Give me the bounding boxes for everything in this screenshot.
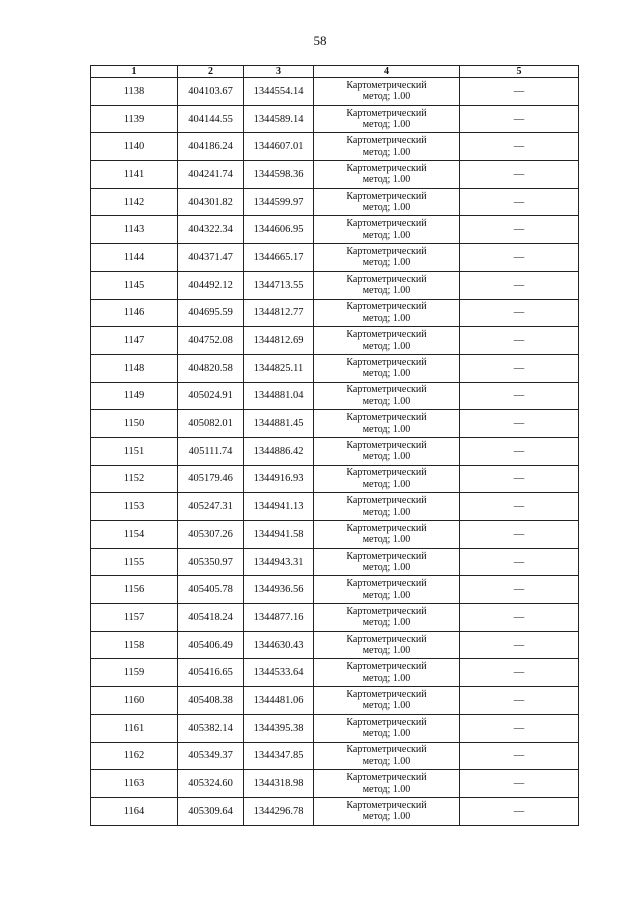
table-row [91,105,579,133]
column-header-5: 5 [460,66,579,78]
y-coordinate-cell: 1344713.55 [244,271,314,299]
method-name: Картометрический [346,688,427,700]
y-coordinate-cell: 1344881.04 [244,382,314,410]
method-accuracy: метод; 1.00 [362,700,411,712]
point-number-cell: 1160 [91,687,178,715]
y-coordinate-cell: 1344296.78 [244,797,314,825]
note-cell: — [460,216,579,244]
x-coordinate-cell: 405082.01 [178,410,244,438]
y-coordinate-cell: 1344665.17 [244,244,314,272]
method-accuracy: метод; 1.00 [362,312,411,324]
method-cell [314,327,460,355]
method-accuracy: метод; 1.00 [362,451,411,463]
method-name: Картометрический [346,522,427,534]
table-row [91,244,579,272]
table-row [91,188,579,216]
y-coordinate-cell: 1344554.14 [244,78,314,106]
x-coordinate-cell: 405247.31 [178,493,244,521]
x-coordinate-cell: 404103.67 [178,78,244,106]
x-coordinate-cell: 404371.47 [178,244,244,272]
method-name: Картометрический [346,329,427,341]
table-row [91,78,579,106]
column-header-1: 1 [91,66,178,78]
method-accuracy: метод; 1.00 [362,119,411,131]
note-cell: — [460,188,579,216]
column-header-4: 4 [314,66,460,78]
note-cell: — [460,382,579,410]
note-cell: — [460,521,579,549]
method-cell [314,797,460,825]
method-cell [314,299,460,327]
method-accuracy: метод; 1.00 [362,229,411,241]
column-header-3: 3 [244,66,314,78]
method-name: Картометрический [346,107,427,119]
method-name: Картометрический [346,772,427,784]
table-row [91,299,579,327]
y-coordinate-cell: 1344943.31 [244,548,314,576]
method-cell [314,437,460,465]
method-accuracy: метод; 1.00 [362,755,411,767]
method-accuracy: метод; 1.00 [362,562,411,574]
y-coordinate-cell: 1344606.95 [244,216,314,244]
y-coordinate-cell: 1344347.85 [244,742,314,770]
x-coordinate-cell: 405179.46 [178,465,244,493]
page-number: 58 [313,33,327,48]
method-cell [314,604,460,632]
note-cell: — [460,78,579,106]
method-name: Картометрический [346,356,427,368]
x-coordinate-cell: 404820.58 [178,354,244,382]
y-coordinate-cell: 1344395.38 [244,714,314,742]
method-cell [314,770,460,798]
method-cell [314,631,460,659]
x-coordinate-cell: 405406.49 [178,631,244,659]
point-number-cell: 1138 [91,78,178,106]
note-cell: — [460,354,579,382]
table-row [91,687,579,715]
point-number-cell: 1147 [91,327,178,355]
method-accuracy: метод; 1.00 [362,728,411,740]
x-coordinate-cell: 405024.91 [178,382,244,410]
x-coordinate-cell: 405416.65 [178,659,244,687]
note-cell: — [460,548,579,576]
method-cell [314,161,460,189]
y-coordinate-cell: 1344825.11 [244,354,314,382]
table-row [91,216,579,244]
x-coordinate-cell: 404492.12 [178,271,244,299]
method-accuracy: метод; 1.00 [362,202,411,214]
note-cell: — [460,465,579,493]
table-row [91,659,579,687]
x-coordinate-cell: 405307.26 [178,521,244,549]
method-name: Картометрический [346,79,427,91]
table-row [91,548,579,576]
x-coordinate-cell: 405405.78 [178,576,244,604]
y-coordinate-cell: 1344812.77 [244,299,314,327]
method-name: Картометрический [346,384,427,396]
table-row [91,714,579,742]
method-cell [314,216,460,244]
column-header-2: 2 [178,66,244,78]
method-name: Картометрический [346,716,427,728]
note-cell: — [460,105,579,133]
note-cell: — [460,714,579,742]
method-name: Картометрический [346,412,427,424]
x-coordinate-cell: 405408.38 [178,687,244,715]
x-coordinate-cell: 405350.97 [178,548,244,576]
method-name: Картометрический [346,661,427,673]
y-coordinate-cell: 1344941.13 [244,493,314,521]
table-row [91,354,579,382]
method-cell [314,576,460,604]
method-accuracy: метод; 1.00 [362,589,411,601]
method-name: Картометрический [346,467,427,479]
x-coordinate-cell: 404752.08 [178,327,244,355]
method-accuracy: метод; 1.00 [362,146,411,158]
y-coordinate-cell: 1344941.58 [244,521,314,549]
table-row [91,437,579,465]
x-coordinate-cell: 404695.59 [178,299,244,327]
method-name: Картометрический [346,578,427,590]
y-coordinate-cell: 1344886.42 [244,437,314,465]
point-number-cell: 1150 [91,410,178,438]
x-coordinate-cell: 404144.55 [178,105,244,133]
x-coordinate-cell: 405324.60 [178,770,244,798]
method-name: Картометрический [346,799,427,811]
table-row [91,742,579,770]
x-coordinate-cell: 405349.37 [178,742,244,770]
y-coordinate-cell: 1344916.93 [244,465,314,493]
method-cell [314,659,460,687]
table-row [91,631,579,659]
method-cell [314,493,460,521]
method-accuracy: метод; 1.00 [362,340,411,352]
x-coordinate-cell: 405418.24 [178,604,244,632]
method-accuracy: метод; 1.00 [362,395,411,407]
method-cell [314,465,460,493]
y-coordinate-cell: 1344318.98 [244,770,314,798]
note-cell: — [460,161,579,189]
point-number-cell: 1158 [91,631,178,659]
point-number-cell: 1140 [91,133,178,161]
table-row [91,576,579,604]
point-number-cell: 1155 [91,548,178,576]
method-cell [314,354,460,382]
point-number-cell: 1146 [91,299,178,327]
x-coordinate-cell: 405309.64 [178,797,244,825]
x-coordinate-cell: 405111.74 [178,437,244,465]
y-coordinate-cell: 1344630.43 [244,631,314,659]
note-cell: — [460,797,579,825]
method-cell [314,133,460,161]
note-cell: — [460,271,579,299]
y-coordinate-cell: 1344599.97 [244,188,314,216]
method-name: Картометрический [346,190,427,202]
point-number-cell: 1162 [91,742,178,770]
method-accuracy: метод; 1.00 [362,672,411,684]
method-accuracy: метод; 1.00 [362,257,411,269]
method-cell [314,742,460,770]
method-cell [314,714,460,742]
table-row [91,797,579,825]
point-number-cell: 1143 [91,216,178,244]
note-cell: — [460,437,579,465]
table-row [91,465,579,493]
note-cell: — [460,742,579,770]
y-coordinate-cell: 1344936.56 [244,576,314,604]
method-name: Картометрический [346,245,427,257]
method-cell [314,521,460,549]
y-coordinate-cell: 1344598.36 [244,161,314,189]
point-number-cell: 1152 [91,465,178,493]
point-number-cell: 1159 [91,659,178,687]
method-cell [314,188,460,216]
point-number-cell: 1145 [91,271,178,299]
point-number-cell: 1149 [91,382,178,410]
note-cell: — [460,410,579,438]
method-name: Картометрический [346,162,427,174]
method-name: Картометрический [346,550,427,562]
point-number-cell: 1139 [91,105,178,133]
method-cell [314,548,460,576]
point-number-cell: 1164 [91,797,178,825]
table-row [91,271,579,299]
note-cell: — [460,770,579,798]
method-name: Картометрический [346,633,427,645]
coordinates-table [90,65,579,826]
method-cell [314,271,460,299]
method-cell [314,244,460,272]
point-number-cell: 1148 [91,354,178,382]
table-row [91,604,579,632]
method-accuracy: метод; 1.00 [362,506,411,518]
x-coordinate-cell: 405382.14 [178,714,244,742]
table-row [91,382,579,410]
method-accuracy: метод; 1.00 [362,534,411,546]
y-coordinate-cell: 1344881.45 [244,410,314,438]
note-cell: — [460,631,579,659]
x-coordinate-cell: 404186.24 [178,133,244,161]
point-number-cell: 1142 [91,188,178,216]
point-number-cell: 1154 [91,521,178,549]
y-coordinate-cell: 1344877.16 [244,604,314,632]
point-number-cell: 1141 [91,161,178,189]
method-cell [314,410,460,438]
method-name: Картометрический [346,495,427,507]
table-row [91,410,579,438]
method-accuracy: метод; 1.00 [362,783,411,795]
method-accuracy: метод; 1.00 [362,368,411,380]
point-number-cell: 1144 [91,244,178,272]
y-coordinate-cell: 1344607.01 [244,133,314,161]
table-row [91,133,579,161]
x-coordinate-cell: 404241.74 [178,161,244,189]
y-coordinate-cell: 1344481.06 [244,687,314,715]
method-name: Картометрический [346,135,427,147]
method-name: Картометрический [346,605,427,617]
method-accuracy: метод; 1.00 [362,478,411,490]
y-coordinate-cell: 1344589.14 [244,105,314,133]
method-accuracy: метод; 1.00 [362,174,411,186]
method-accuracy: метод; 1.00 [362,423,411,435]
table-row [91,161,579,189]
x-coordinate-cell: 404301.82 [178,188,244,216]
method-cell [314,687,460,715]
point-number-cell: 1151 [91,437,178,465]
method-accuracy: метод; 1.00 [362,285,411,297]
table-row [91,327,579,355]
note-cell: — [460,244,579,272]
point-number-cell: 1156 [91,576,178,604]
method-name: Картометрический [346,439,427,451]
table-row [91,521,579,549]
method-cell [314,382,460,410]
point-number-cell: 1153 [91,493,178,521]
method-cell [314,78,460,106]
table-row [91,493,579,521]
table-row [91,770,579,798]
method-name: Картометрический [346,301,427,313]
note-cell: — [460,576,579,604]
note-cell: — [460,659,579,687]
table-body [91,78,579,826]
note-cell: — [460,604,579,632]
method-name: Картометрический [346,218,427,230]
method-accuracy: метод; 1.00 [362,811,411,823]
method-name: Картометрический [346,273,427,285]
note-cell: — [460,299,579,327]
note-cell: — [460,687,579,715]
y-coordinate-cell: 1344533.64 [244,659,314,687]
x-coordinate-cell: 404322.34 [178,216,244,244]
method-accuracy: метод; 1.00 [362,645,411,657]
method-accuracy: метод; 1.00 [362,617,411,629]
point-number-cell: 1161 [91,714,178,742]
method-name: Картометрический [346,744,427,756]
point-number-cell: 1163 [91,770,178,798]
note-cell: — [460,133,579,161]
method-accuracy: метод; 1.00 [362,91,411,103]
method-cell [314,105,460,133]
y-coordinate-cell: 1344812.69 [244,327,314,355]
point-number-cell: 1157 [91,604,178,632]
note-cell: — [460,493,579,521]
table-header-row [91,66,579,78]
note-cell: — [460,327,579,355]
